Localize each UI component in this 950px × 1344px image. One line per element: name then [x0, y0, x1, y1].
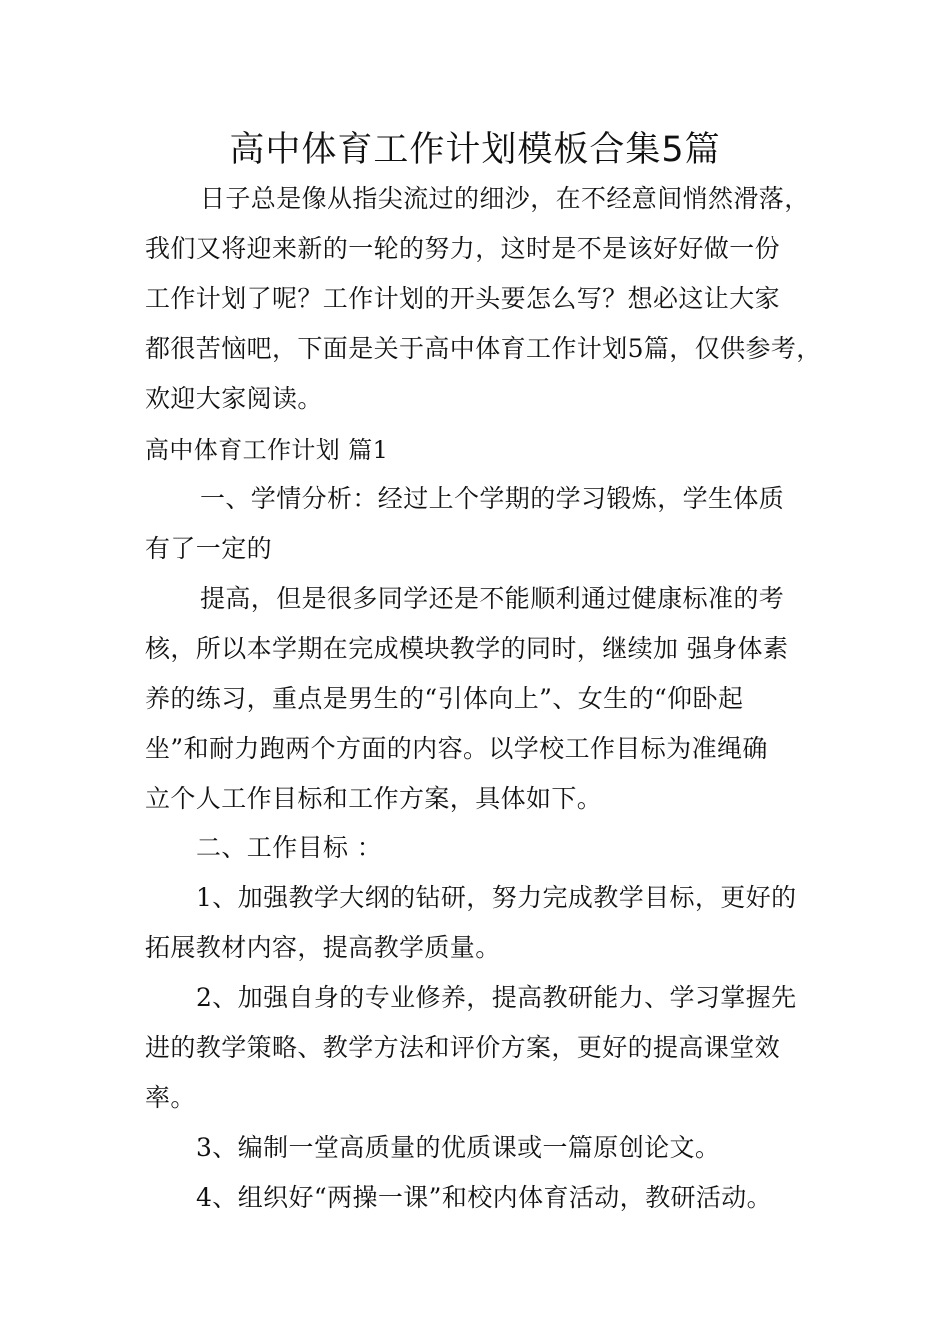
goal-2-line-1: 2、加强自身的专业修养，提高教研能力、学习掌握先 — [196, 983, 797, 1012]
intro-line-4: 都很苦恼吧，下面是关于高中体育工作计划5篇，仅供参考， — [145, 334, 822, 363]
goal-2-line-2: 进的教学策略、教学方法和评价方案，更好的提高课堂效 — [145, 1033, 781, 1062]
goal-1-line-2: 拓展教材内容，提高教学质量。 — [145, 933, 501, 962]
analysis-line-4: 核，所以本学期在完成模块教学的同时，继续加 强身体素 — [145, 634, 789, 663]
analysis-line-6: 坐”和耐力跑两个方面的内容。以学校工作目标为准绳确 — [145, 734, 768, 763]
intro-line-2: 我们又将迎来新的一轮的努力，这时是不是该好好做一份 — [145, 234, 781, 263]
intro-line-1: 日子总是像从指尖流过的细沙，在不经意间悄然滑落， — [200, 184, 810, 213]
intro-line-3: 工作计划了呢？工作计划的开头要怎么写？想必这让大家 — [145, 284, 781, 313]
goal-4-line: 4、组织好“两操一课”和校内体育活动，教研活动。 — [196, 1183, 773, 1212]
analysis-line-2: 有了一定的 — [145, 534, 273, 563]
goal-3-line: 3、编制一堂高质量的优质课或一篇原创论文。 — [196, 1133, 721, 1162]
document-title: 高中体育工作计划模板合集5篇 — [229, 130, 721, 170]
intro-line-5: 欢迎大家阅读。 — [145, 384, 323, 413]
analysis-line-3: 提高，但是很多同学还是不能顺利通过健康标准的考 — [200, 584, 785, 613]
analysis-line-7: 立个人工作目标和工作方案，具体如下。 — [145, 784, 603, 813]
goal-1-line-1: 1、加强教学大纲的钻研，努力完成教学目标，更好的 — [196, 883, 797, 912]
goal-2-line-3: 率。 — [145, 1083, 196, 1112]
section-heading: 高中体育工作计划 篇1 — [145, 436, 389, 464]
goals-heading: 二、工作目标 ： — [196, 833, 383, 862]
analysis-line-1: 一、学情分析：经过上个学期的学习锻炼，学生体质 — [200, 484, 785, 513]
analysis-line-5: 养的练习，重点是男生的“引体向上”、女生的“仰卧起 — [145, 684, 744, 713]
